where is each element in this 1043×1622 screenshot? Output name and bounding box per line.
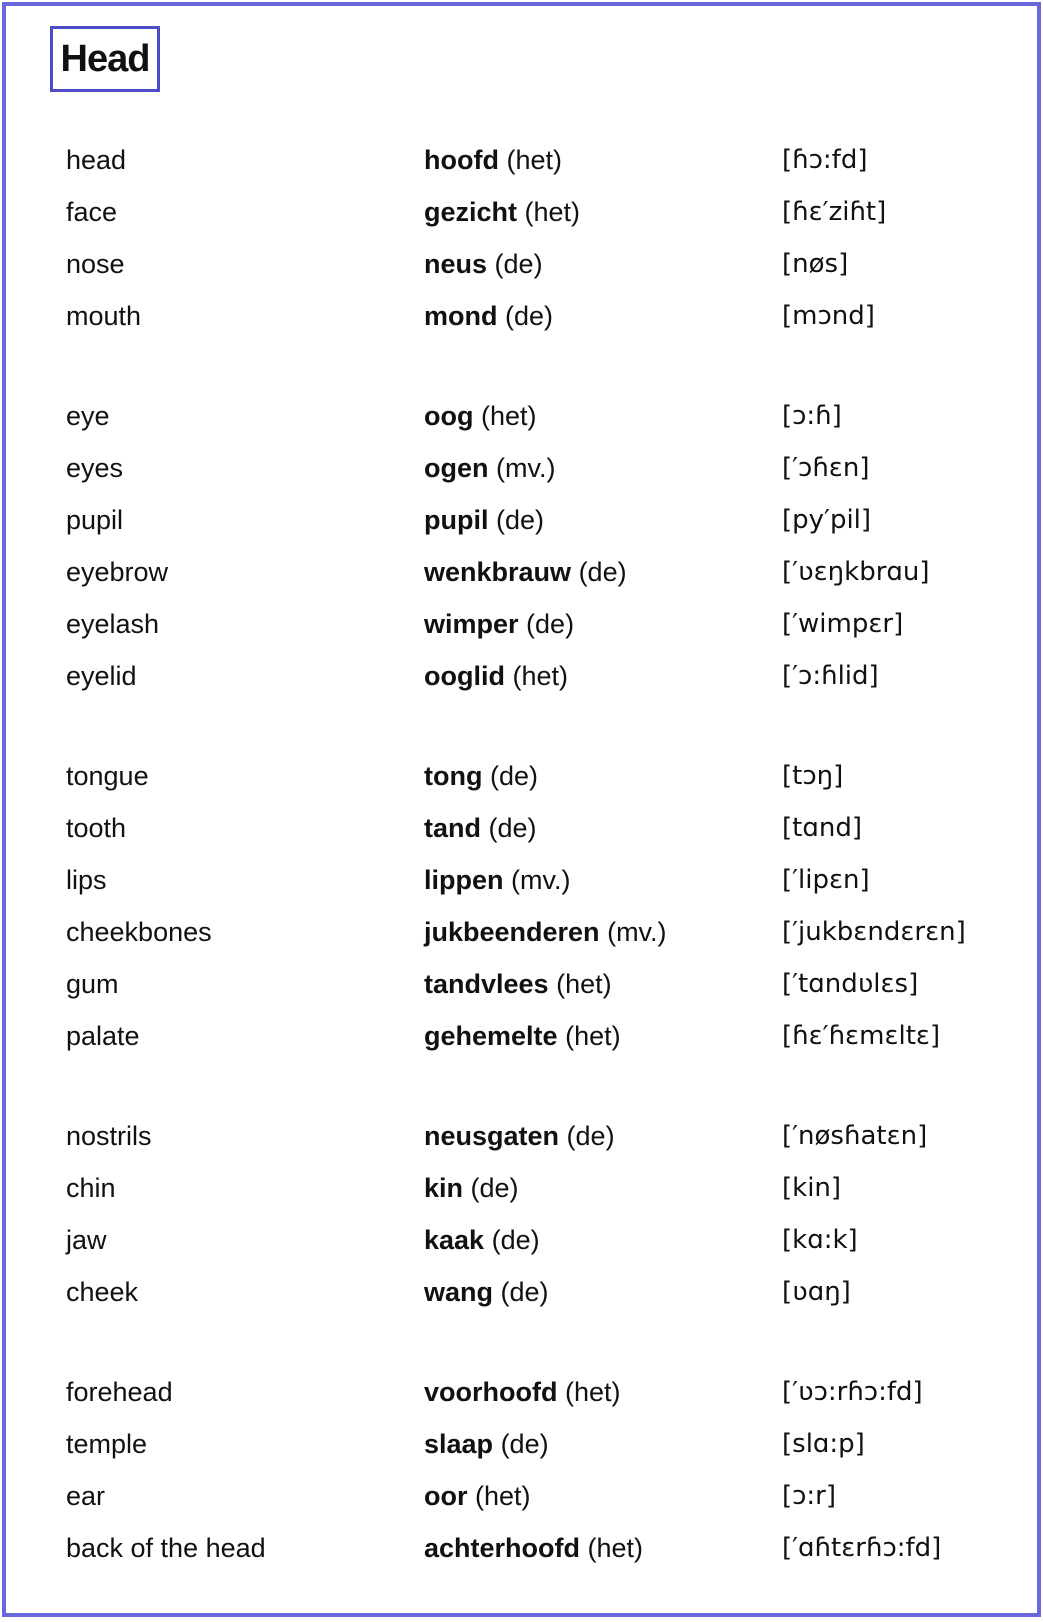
dutch-word: pupil bbox=[424, 505, 489, 535]
grammar-note: (de) bbox=[490, 761, 539, 791]
dutch-word: kin bbox=[424, 1173, 464, 1203]
grammar-note: (de) bbox=[505, 301, 554, 331]
dutch-word: ooglid bbox=[424, 661, 505, 691]
english-word: head bbox=[66, 145, 127, 175]
vocab-row bbox=[66, 1418, 1016, 1470]
vocab-row bbox=[66, 1010, 1016, 1062]
english-word: jaw bbox=[66, 1225, 107, 1255]
page-title: Head bbox=[60, 37, 150, 80]
grammar-note: (het) bbox=[565, 1021, 621, 1051]
english-word: face bbox=[66, 197, 118, 227]
vocab-row bbox=[66, 650, 1016, 702]
pronunciation: [′lipɛn] bbox=[782, 865, 870, 895]
dutch-word: wenkbrauw bbox=[424, 557, 572, 587]
grammar-note: (het) bbox=[556, 969, 612, 999]
vocab-row bbox=[66, 390, 1016, 442]
dutch-word: tong bbox=[424, 761, 483, 791]
dutch-word: tand bbox=[424, 813, 481, 843]
pronunciation: [kin] bbox=[782, 1173, 842, 1203]
grammar-note: (de) bbox=[470, 1173, 519, 1203]
vocab-group bbox=[66, 1110, 1016, 1318]
pronunciation: [kɑ:k] bbox=[782, 1225, 858, 1255]
dutch-entry bbox=[424, 238, 543, 290]
dutch-word: oog bbox=[424, 401, 474, 431]
vocab-group bbox=[66, 134, 1016, 342]
vocab-group bbox=[66, 750, 1016, 1062]
vocab-row bbox=[66, 906, 1016, 958]
vocab-group bbox=[66, 1366, 1016, 1574]
english-word: tongue bbox=[66, 761, 149, 791]
grammar-note: (het) bbox=[512, 661, 569, 691]
vocab-row bbox=[66, 238, 1016, 290]
vocab-row bbox=[66, 802, 1016, 854]
dutch-word: ogen bbox=[424, 453, 489, 483]
pronunciation: [ɔ:r] bbox=[782, 1481, 837, 1511]
vocab-row bbox=[66, 1110, 1016, 1162]
dutch-entry bbox=[424, 290, 553, 342]
pronunciation: [ɔ:ɦ] bbox=[782, 401, 842, 431]
dutch-word: neus bbox=[424, 249, 488, 279]
grammar-note: (de) bbox=[526, 609, 575, 639]
grammar-note: (de) bbox=[488, 813, 537, 843]
dutch-entry bbox=[424, 1418, 549, 1470]
vocab-group bbox=[66, 390, 1016, 702]
english-word: pupil bbox=[66, 505, 124, 535]
english-word: cheek bbox=[66, 1277, 139, 1307]
dutch-entry bbox=[424, 598, 574, 650]
vocab-row bbox=[66, 1266, 1016, 1318]
dutch-word: hoofd bbox=[424, 145, 499, 175]
dutch-entry bbox=[424, 854, 571, 906]
pronunciation: [mɔnd] bbox=[782, 301, 875, 331]
pronunciation: [′ɑɦtɛrɦɔ:fd] bbox=[782, 1533, 942, 1563]
dutch-entry bbox=[424, 1470, 531, 1522]
dutch-entry bbox=[424, 134, 562, 186]
dutch-word: gezicht bbox=[424, 197, 518, 227]
english-word: tooth bbox=[66, 813, 127, 843]
english-word: back of the head bbox=[66, 1533, 266, 1563]
vocab-row bbox=[66, 598, 1016, 650]
dutch-word: lippen bbox=[424, 865, 504, 895]
dutch-entry bbox=[424, 750, 538, 802]
dutch-word: tandvlees bbox=[424, 969, 549, 999]
english-word: nose bbox=[66, 249, 125, 279]
grammar-note: (het) bbox=[524, 197, 581, 227]
pronunciation: [′ʋɛŋkbrɑu] bbox=[782, 557, 930, 587]
dutch-word: wang bbox=[424, 1277, 494, 1307]
dutch-entry bbox=[424, 1010, 621, 1062]
grammar-note: (de) bbox=[578, 557, 627, 587]
english-word: chin bbox=[66, 1173, 116, 1203]
dutch-entry bbox=[424, 802, 537, 854]
dutch-entry bbox=[424, 1214, 540, 1266]
dutch-word: jukbeenderen bbox=[424, 917, 600, 947]
vocabulary-list bbox=[66, 134, 1016, 1622]
vocab-row bbox=[66, 750, 1016, 802]
vocab-row bbox=[66, 1214, 1016, 1266]
pronunciation: [tɑnd] bbox=[782, 813, 862, 843]
dutch-entry bbox=[424, 1266, 549, 1318]
vocab-row bbox=[66, 958, 1016, 1010]
english-word: eye bbox=[66, 401, 110, 431]
english-word: palate bbox=[66, 1021, 140, 1051]
english-word: cheekbones bbox=[66, 917, 212, 947]
pronunciation: [′wimpɛr] bbox=[782, 609, 904, 639]
english-word: lips bbox=[66, 865, 107, 895]
dutch-word: neusgaten bbox=[424, 1121, 560, 1151]
dutch-entry bbox=[424, 186, 580, 238]
grammar-note: (het) bbox=[565, 1377, 621, 1407]
vocab-row bbox=[66, 546, 1016, 598]
pronunciation: [′ɔɦɛn] bbox=[782, 453, 870, 483]
vocab-row bbox=[66, 854, 1016, 906]
dutch-word: voorhoofd bbox=[424, 1377, 558, 1407]
vocab-row bbox=[66, 134, 1016, 186]
vocab-row bbox=[66, 494, 1016, 546]
pronunciation: [ʋɑŋ] bbox=[782, 1277, 851, 1307]
dutch-entry bbox=[424, 958, 612, 1010]
dutch-word: wimper bbox=[424, 609, 519, 639]
english-word: eyelash bbox=[66, 609, 160, 639]
english-word: mouth bbox=[66, 301, 142, 331]
vocab-row bbox=[66, 290, 1016, 342]
pronunciation: [ɦɛ′ziɦt] bbox=[782, 197, 887, 227]
grammar-note: (mv.) bbox=[511, 865, 571, 895]
english-word: nostrils bbox=[66, 1121, 152, 1151]
dutch-word: gehemelte bbox=[424, 1021, 558, 1051]
grammar-note: (de) bbox=[491, 1225, 540, 1255]
dutch-entry bbox=[424, 650, 568, 702]
dutch-word: oor bbox=[424, 1481, 468, 1511]
grammar-note: (de) bbox=[494, 249, 543, 279]
vocab-row bbox=[66, 442, 1016, 494]
vocab-row bbox=[66, 1366, 1016, 1418]
english-word: eyes bbox=[66, 453, 124, 483]
dutch-word: kaak bbox=[424, 1225, 485, 1255]
dutch-entry bbox=[424, 1110, 615, 1162]
pronunciation: [′jukbɛndɛrɛn] bbox=[782, 917, 966, 947]
pronunciation: [′nøsɦatɛn] bbox=[782, 1121, 928, 1151]
grammar-note: (mv.) bbox=[607, 917, 667, 947]
english-word: eyebrow bbox=[66, 557, 169, 587]
vocab-row bbox=[66, 1522, 1016, 1574]
dutch-entry bbox=[424, 494, 544, 546]
title-box bbox=[50, 26, 160, 92]
page-frame bbox=[2, 2, 1041, 1617]
pronunciation: [ɦɛ′ɦɛmɛltɛ] bbox=[782, 1021, 941, 1051]
dutch-entry bbox=[424, 546, 627, 598]
grammar-note: (het) bbox=[506, 145, 563, 175]
grammar-note: (de) bbox=[500, 1429, 549, 1459]
grammar-note: (de) bbox=[496, 505, 545, 535]
grammar-note: (de) bbox=[566, 1121, 615, 1151]
pronunciation: [nøs] bbox=[782, 249, 849, 279]
grammar-note: (het) bbox=[587, 1533, 644, 1563]
vocab-row bbox=[66, 1162, 1016, 1214]
grammar-note: (het) bbox=[475, 1481, 531, 1511]
pronunciation: [′ɔ:ɦlid] bbox=[782, 661, 879, 691]
vocab-row bbox=[66, 186, 1016, 238]
dutch-entry bbox=[424, 1522, 643, 1574]
pronunciation: [py′pil] bbox=[782, 505, 872, 535]
english-word: gum bbox=[66, 969, 119, 999]
dutch-entry bbox=[424, 390, 537, 442]
pronunciation: [tɔŋ] bbox=[782, 761, 844, 791]
english-word: ear bbox=[66, 1481, 106, 1511]
dutch-entry bbox=[424, 1366, 621, 1418]
english-word: eyelid bbox=[66, 661, 137, 691]
english-word: forehead bbox=[66, 1377, 173, 1407]
dutch-word: achterhoofd bbox=[424, 1533, 581, 1563]
dutch-word: mond bbox=[424, 301, 498, 331]
grammar-note: (de) bbox=[500, 1277, 549, 1307]
grammar-note: (mv.) bbox=[496, 453, 556, 483]
dutch-entry bbox=[424, 906, 667, 958]
pronunciation: [slɑ:p] bbox=[782, 1429, 865, 1459]
dutch-entry bbox=[424, 442, 556, 494]
pronunciation: [′tɑndʋlɛs] bbox=[782, 969, 919, 999]
pronunciation: [ɦɔ:fd] bbox=[782, 145, 868, 175]
grammar-note: (het) bbox=[481, 401, 537, 431]
english-word: temple bbox=[66, 1429, 148, 1459]
vocab-row bbox=[66, 1470, 1016, 1522]
dutch-word: slaap bbox=[424, 1429, 494, 1459]
dutch-entry bbox=[424, 1162, 519, 1214]
pronunciation: [′ʋɔ:rɦɔ:fd] bbox=[782, 1377, 923, 1407]
